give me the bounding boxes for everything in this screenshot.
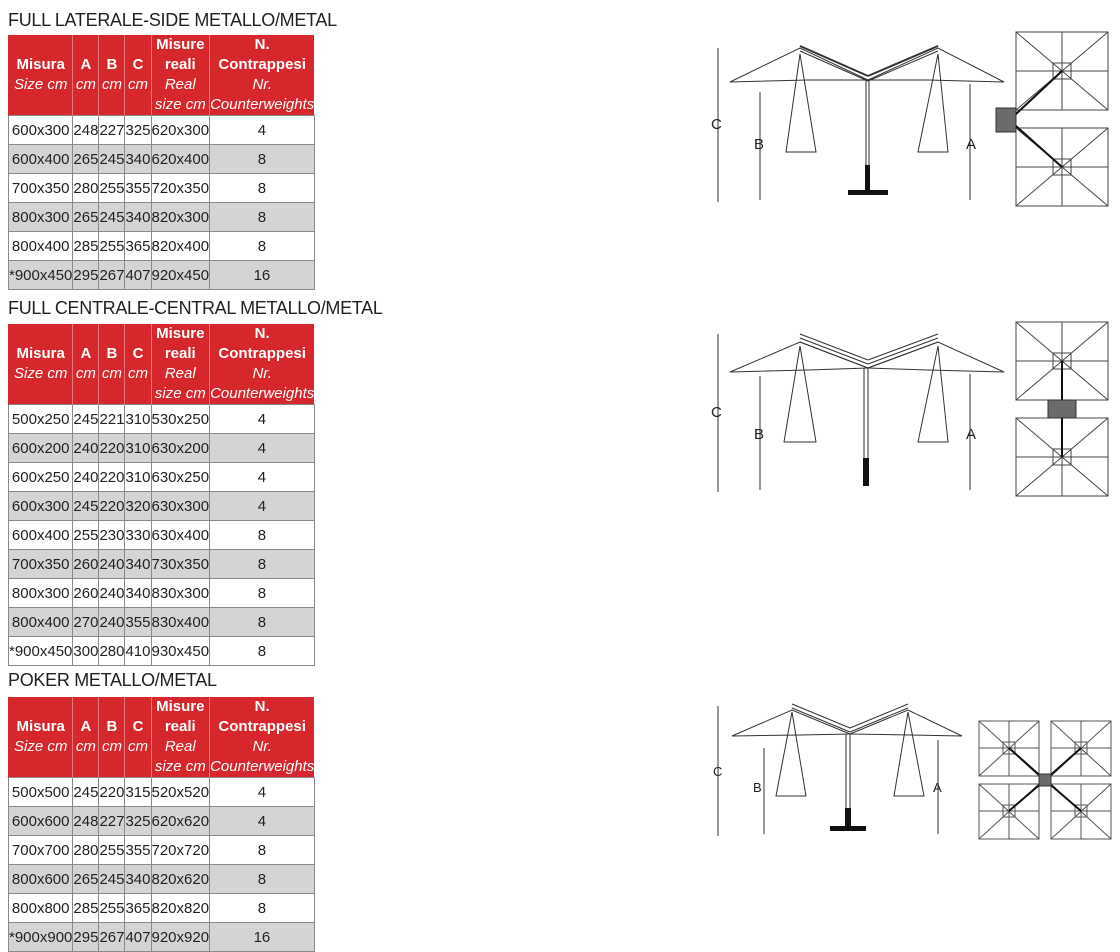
cell-a: 265 [73,203,99,232]
col-header-c: C cm [125,697,151,778]
col-header-counterweights: N. Contrappesi Nr. Counterweights [210,697,315,778]
cell-c: 407 [125,261,151,290]
cell-a: 265 [73,865,99,894]
umbrella-side-elevation-diagram [710,700,970,840]
cell-c: 355 [125,608,151,637]
cell-counterweights: 8 [210,637,315,666]
cell-real-size: 820x300 [151,203,210,232]
umbrella-side-elevation-diagram [708,40,1008,205]
cell-b: 245 [99,203,125,232]
cell-counterweights: 4 [210,463,315,492]
col-header-counterweights: N. Contrappesi Nr. Counterweights [210,324,315,405]
cell-size: 800x800 [9,894,73,923]
table-row [9,608,315,637]
cell-real-size: 620x400 [151,145,210,174]
col-header-counterweights: N. Contrappesi Nr. Counterweights [210,35,315,116]
table-row [9,550,315,579]
table-row [9,521,315,550]
table-row [9,778,315,807]
cell-counterweights: 8 [210,521,315,550]
table-row [9,579,315,608]
dimension-a-label: A [966,426,977,443]
cell-counterweights: 4 [210,778,315,807]
cell-b: 220 [99,778,125,807]
cell-a: 285 [73,232,99,261]
cell-a: 240 [73,434,99,463]
cell-size: 600x200 [9,434,73,463]
cell-counterweights: 8 [210,550,315,579]
cell-counterweights: 8 [210,608,315,637]
umbrella-plan-view-diagram [975,718,1115,840]
cell-c: 365 [125,894,151,923]
cell-a: 248 [73,807,99,836]
cell-counterweights: 4 [210,405,315,434]
dimension-b-label: B [753,780,762,795]
cell-real-size: 720x720 [151,836,210,865]
table-row [9,232,315,261]
cell-counterweights: 16 [210,923,315,952]
col-header-real-size: Misure reali Real size cm [151,697,210,778]
cell-b: 245 [99,865,125,894]
cell-size: 700x350 [9,550,73,579]
cell-b: 280 [99,637,125,666]
cell-counterweights: 8 [210,894,315,923]
cell-size: 600x400 [9,145,73,174]
cell-real-size: 930x450 [151,637,210,666]
cell-real-size: 530x250 [151,405,210,434]
cell-b: 245 [99,145,125,174]
cell-a: 285 [73,894,99,923]
cell-counterweights: 4 [210,807,315,836]
col-header-c: C cm [125,324,151,405]
cell-size: 800x300 [9,579,73,608]
cell-c: 410 [125,637,151,666]
cell-real-size: 820x820 [151,894,210,923]
cell-counterweights: 4 [210,492,315,521]
spec-table [8,324,315,666]
cell-real-size: 720x350 [151,174,210,203]
table-row [9,923,315,952]
cell-size: *900x900 [9,923,73,952]
cell-size: 600x250 [9,463,73,492]
col-header-a: A cm [73,35,99,116]
cell-c: 325 [125,116,151,145]
cell-b: 220 [99,434,125,463]
cell-b: 240 [99,550,125,579]
cell-real-size: 820x400 [151,232,210,261]
cell-counterweights: 4 [210,116,315,145]
cell-c: 310 [125,463,151,492]
cell-a: 260 [73,550,99,579]
cell-c: 365 [125,232,151,261]
spec-table [8,35,315,290]
cell-a: 245 [73,778,99,807]
cell-real-size: 630x250 [151,463,210,492]
col-header-real-size: Misure reali Real size cm [151,324,210,405]
dimension-b-label: B [754,426,765,443]
table-row [9,463,315,492]
cell-real-size: 620x300 [151,116,210,145]
cell-size: 500x500 [9,778,73,807]
cell-size: *900x450 [9,261,73,290]
cell-size: *900x450 [9,637,73,666]
umbrella-plan-view-diagram [990,30,1115,210]
cell-c: 315 [125,778,151,807]
cell-c: 340 [125,203,151,232]
cell-c: 325 [125,807,151,836]
cell-b: 255 [99,836,125,865]
cell-a: 270 [73,608,99,637]
table-row [9,405,315,434]
cell-real-size: 820x620 [151,865,210,894]
col-header-size: Misura Size cm [9,697,73,778]
cell-counterweights: 8 [210,145,315,174]
cell-a: 280 [73,174,99,203]
umbrella-side-elevation-diagram [708,330,1008,495]
cell-size: 700x350 [9,174,73,203]
cell-b: 255 [99,232,125,261]
cell-b: 227 [99,116,125,145]
cell-b: 267 [99,923,125,952]
cell-real-size: 630x300 [151,492,210,521]
col-header-b: B cm [99,324,125,405]
cell-b: 227 [99,807,125,836]
cell-a: 300 [73,637,99,666]
cell-a: 240 [73,463,99,492]
col-header-b: B cm [99,35,125,116]
cell-b: 267 [99,261,125,290]
cell-counterweights: 4 [210,434,315,463]
cell-c: 340 [125,579,151,608]
cell-b: 240 [99,608,125,637]
cell-size: 800x600 [9,865,73,894]
table-row [9,807,315,836]
cell-real-size: 920x920 [151,923,210,952]
dimension-c-label: C [711,116,722,133]
cell-size: 600x600 [9,807,73,836]
cell-real-size: 620x620 [151,807,210,836]
dimension-c-label: C [713,764,723,779]
col-header-b: B cm [99,697,125,778]
table-row [9,637,315,666]
cell-counterweights: 8 [210,579,315,608]
cell-b: 221 [99,405,125,434]
cell-size: 800x300 [9,203,73,232]
table-row [9,894,315,923]
table-row [9,865,315,894]
cell-a: 245 [73,405,99,434]
cell-counterweights: 8 [210,865,315,894]
cell-size: 600x300 [9,492,73,521]
col-header-real-size: Misure reali Real size cm [151,35,210,116]
cell-size: 600x300 [9,116,73,145]
cell-counterweights: 16 [210,261,315,290]
cell-real-size: 630x400 [151,521,210,550]
col-header-a: A cm [73,697,99,778]
col-header-c: C cm [125,35,151,116]
col-header-size: Misura Size cm [9,324,73,405]
cell-size: 500x250 [9,405,73,434]
cell-a: 260 [73,579,99,608]
table-row [9,174,315,203]
cell-real-size: 830x400 [151,608,210,637]
cell-b: 240 [99,579,125,608]
umbrella-plan-view-diagram [990,320,1115,500]
cell-counterweights: 8 [210,232,315,261]
cell-c: 340 [125,865,151,894]
cell-real-size: 920x450 [151,261,210,290]
cell-c: 340 [125,145,151,174]
cell-size: 700x700 [9,836,73,865]
cell-b: 255 [99,174,125,203]
cell-real-size: 630x200 [151,434,210,463]
cell-a: 255 [73,521,99,550]
dimension-a-label: A [966,136,977,153]
cell-a: 295 [73,923,99,952]
cell-b: 230 [99,521,125,550]
section-title: POKER METALLO/METAL [8,670,217,690]
cell-a: 280 [73,836,99,865]
dimension-a-label: A [933,780,942,795]
table-row [9,145,315,174]
cell-c: 320 [125,492,151,521]
table-row [9,203,315,232]
section-title: FULL CENTRALE-CENTRAL METALLO/METAL [8,298,383,318]
table-row [9,116,315,145]
cell-counterweights: 8 [210,203,315,232]
spec-table [8,697,315,952]
table-row [9,836,315,865]
cell-c: 340 [125,550,151,579]
table-row [9,434,315,463]
cell-c: 310 [125,405,151,434]
section-title: FULL LATERALE-SIDE METALLO/METAL [8,10,337,30]
cell-real-size: 730x350 [151,550,210,579]
cell-c: 355 [125,174,151,203]
cell-b: 220 [99,463,125,492]
cell-real-size: 520x520 [151,778,210,807]
cell-b: 255 [99,894,125,923]
cell-a: 248 [73,116,99,145]
cell-size: 800x400 [9,608,73,637]
cell-b: 220 [99,492,125,521]
cell-a: 245 [73,492,99,521]
col-header-a: A cm [73,324,99,405]
dimension-b-label: B [754,136,765,153]
dimension-c-label: C [711,404,722,421]
table-row [9,492,315,521]
cell-c: 407 [125,923,151,952]
table-row [9,261,315,290]
cell-size: 600x400 [9,521,73,550]
cell-counterweights: 8 [210,836,315,865]
cell-c: 355 [125,836,151,865]
cell-c: 330 [125,521,151,550]
cell-counterweights: 8 [210,174,315,203]
cell-a: 295 [73,261,99,290]
cell-c: 310 [125,434,151,463]
cell-size: 800x400 [9,232,73,261]
cell-a: 265 [73,145,99,174]
col-header-size: Misura Size cm [9,35,73,116]
cell-real-size: 830x300 [151,579,210,608]
